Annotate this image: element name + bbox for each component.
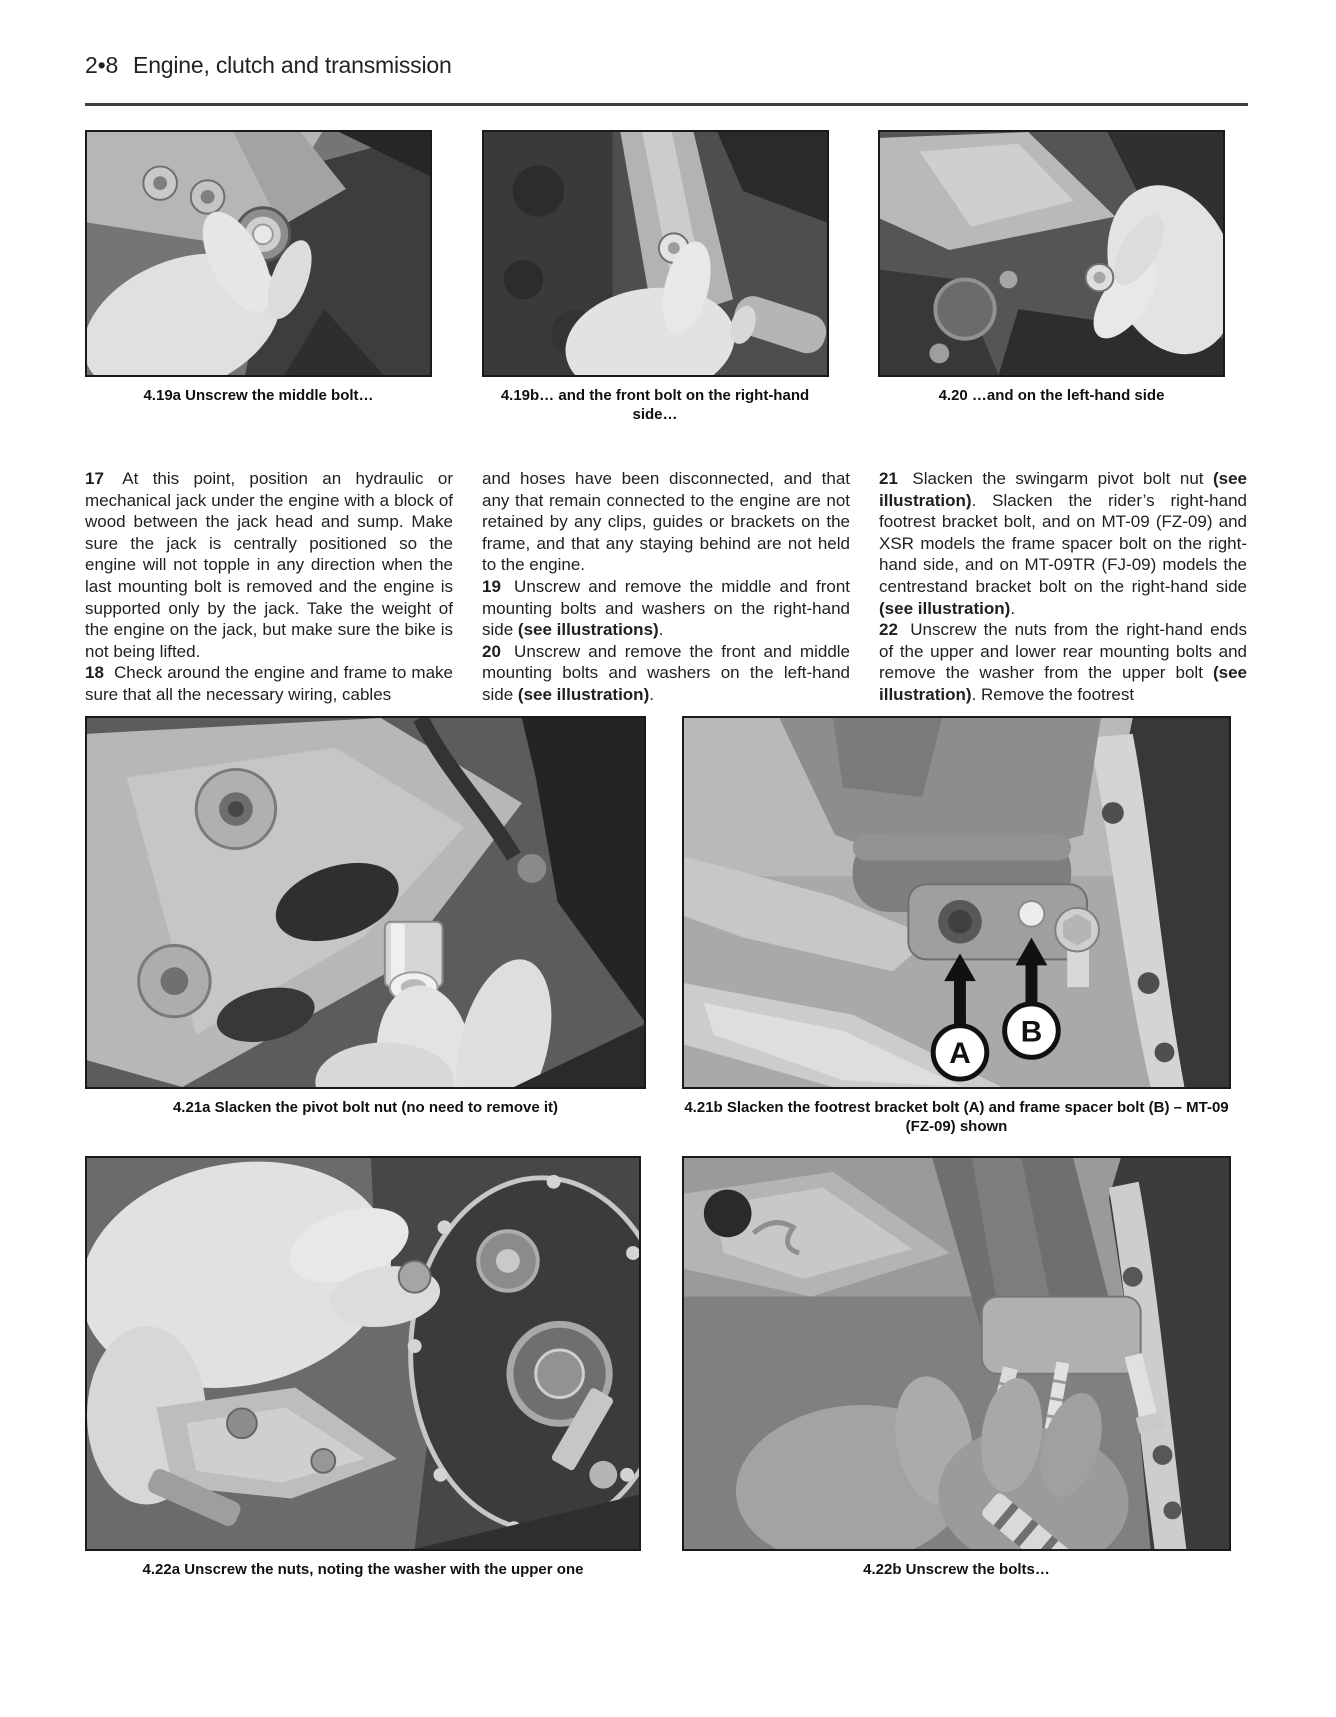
figure-caption: 4.21a Slacken the pivot bolt nut (no need to remove it)	[172, 1099, 559, 1116]
paragraph: and hoses have been disconnected, and that any that remain connected to the engine are not retained by any clips, guides or brackets on the frame, and that any staying behind are not held to the engine.	[482, 469, 850, 575]
figure-4-21b	[682, 716, 1231, 1136]
label-b-badge	[1005, 1004, 1059, 1057]
figure-4-19b	[482, 130, 829, 424]
text-column-1	[85, 468, 453, 706]
text-column-3	[879, 468, 1247, 706]
paragraph: 18 Check around the engine and frame to make sure that all the necessary wiring, cables	[85, 663, 453, 704]
header-rule	[85, 103, 1248, 106]
page-header	[85, 52, 452, 79]
figure-caption: 4.22b Unscrew the bolts…	[863, 1561, 1050, 1578]
photo-4-21a	[85, 716, 646, 1089]
figure-4-19a	[85, 130, 432, 424]
photo-4-22b	[682, 1156, 1231, 1551]
figure-row-middle	[85, 716, 1231, 1136]
paragraph: 22 Unscrew the nuts from the right-hand ends of the upper and lower rear mounting bolts and remove the washer from the upper bolt (see illustration). Remove the footrest	[879, 620, 1247, 704]
photo-artwork	[87, 1158, 639, 1549]
figure-caption: 4.21b Slacken the footrest bracket bolt (A) and frame spacer bolt (B) – MT-09 (FZ-09) shown	[684, 1099, 1229, 1135]
figure-caption: 4.22a Unscrew the nuts, noting the washer with the upper one	[142, 1561, 584, 1578]
figure-4-22a	[85, 1156, 641, 1579]
photo-artwork	[87, 132, 430, 375]
figure-caption: 4.20 …and on the left-hand side	[938, 387, 1165, 404]
figure-4-21a	[85, 716, 646, 1136]
paragraph: 21 Slacken the swingarm pivot bolt nut (see illustration). Slacken the rider’s right-hand footrest bracket bolt, and on MT-09 (FZ-09) and XSR models the frame spacer bolt on the right-hand side, and on MT-09TR (FJ-09) models the centrestand bracket bolt on the right-hand side (see illustration).	[879, 469, 1247, 618]
photo-4-22a	[85, 1156, 641, 1551]
photo-artwork	[87, 718, 644, 1087]
figure-row-bottom	[85, 1156, 1231, 1579]
text-column-2	[482, 468, 850, 706]
photo-4-21b	[682, 716, 1231, 1089]
photo-4-20	[878, 130, 1225, 377]
paragraph: 20 Unscrew and remove the front and middle mounting bolts and washers on the left-hand side (see illustration).	[482, 641, 850, 704]
figure-caption: 4.19b… and the front bolt on the right-hand side…	[500, 387, 810, 423]
photo-artwork	[684, 1158, 1229, 1549]
photo-4-19a	[85, 130, 432, 377]
svg-text:A: A	[949, 1037, 971, 1071]
chapter-title: Engine, clutch and transmission	[133, 52, 452, 78]
label-a-badge	[933, 1026, 987, 1079]
figure-row-top	[85, 130, 1225, 424]
photo-artwork	[484, 132, 827, 375]
paragraph: 19 Unscrew and remove the middle and front mounting bolts and washers on the right-hand side (see illustrations).	[482, 576, 850, 640]
svg-text:B: B	[1020, 1015, 1043, 1049]
figure-4-20	[878, 130, 1225, 424]
page-number: 2•8	[85, 52, 119, 78]
body-text	[85, 468, 1248, 706]
paragraph: 17 At this point, position an hydraulic or mechanical jack under the engine with a block of wood between the jack head and sump. Make sure the jack is centrally positioned so the engine will not topple in any direction when the last mounting bolt is removed and the engine is supported only by the jack. Take the weight of the engine on the jack, but make sure the bike is not being lifted.	[85, 469, 453, 661]
figure-caption: 4.19a Unscrew the middle bolt…	[143, 387, 374, 404]
photo-artwork	[880, 132, 1223, 375]
figure-4-22b	[682, 1156, 1231, 1579]
photo-4-19b	[482, 130, 829, 377]
